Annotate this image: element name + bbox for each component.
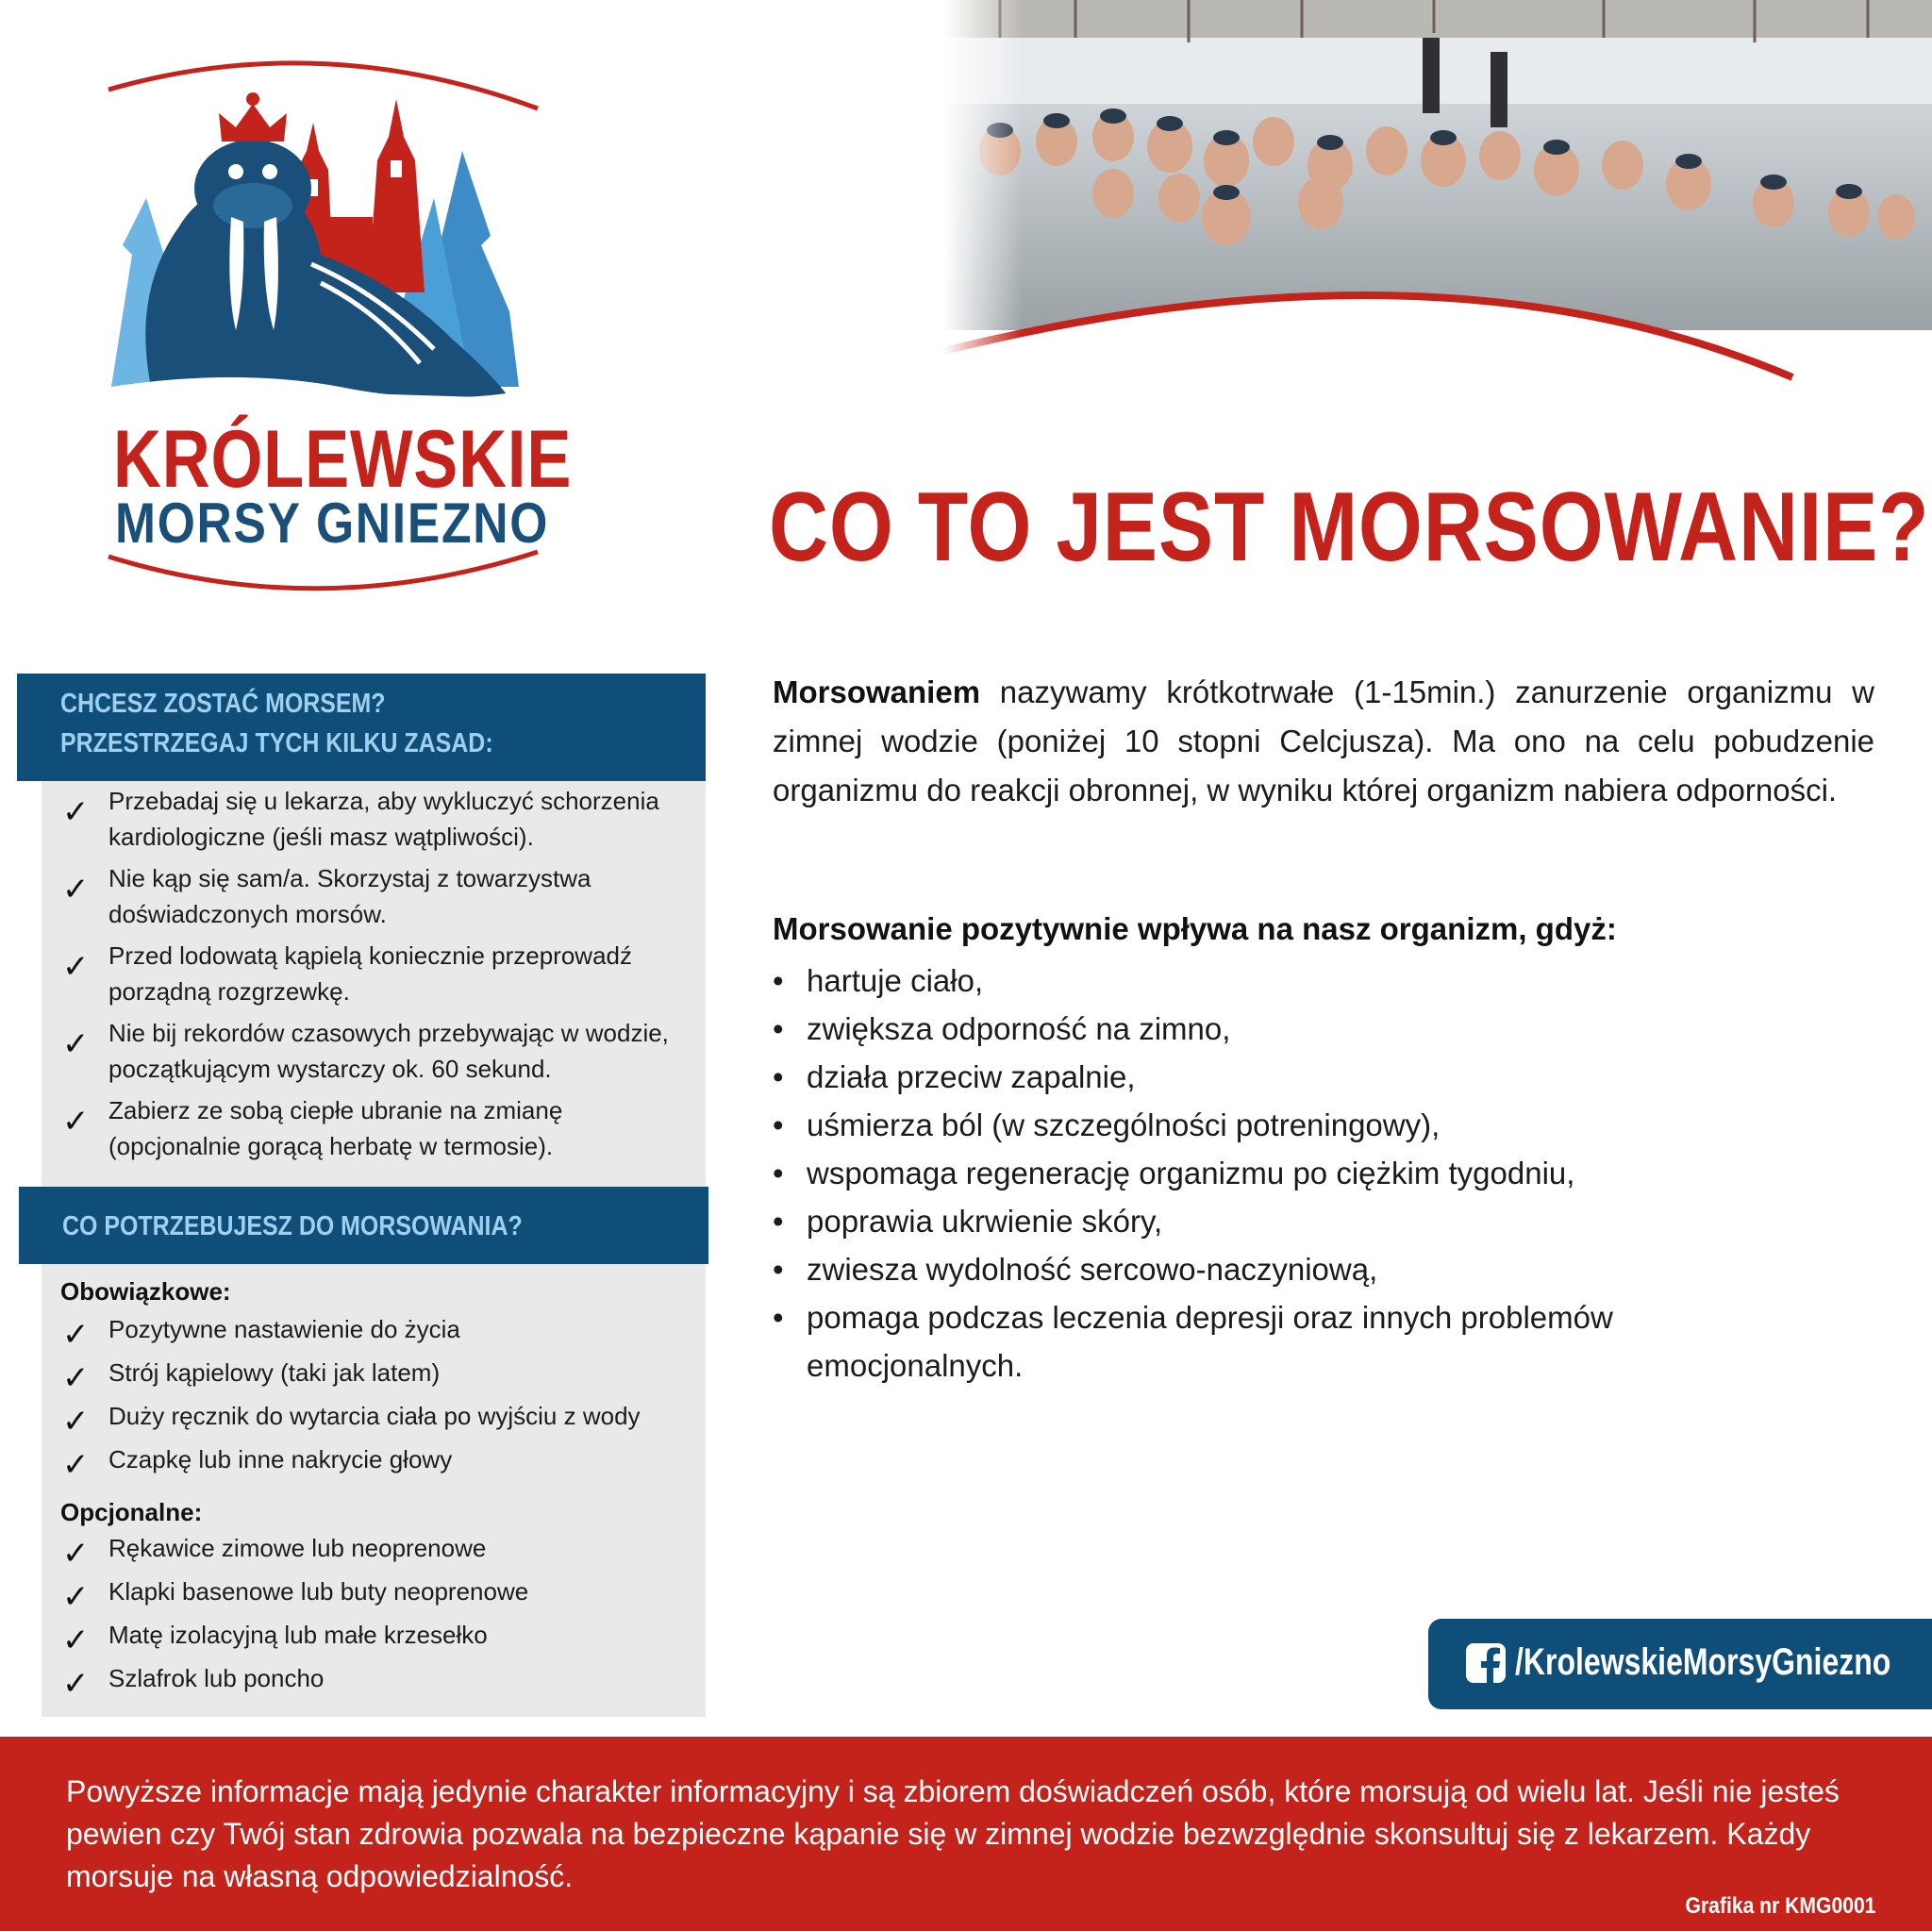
benefit-text: hartuje ciało,	[807, 963, 984, 998]
need-text: Matę izolacyjną lub małe krzesełko	[108, 1621, 488, 1649]
disclaimer-text: Powyższe informacje mają jedynie charakter informacyjny i są zbiorem doświadczeń osób, które morsują od wielu lat. Jeśli nie jesteś pewien czy Twój stan zdrowia pozwala na bezpieczne kąpanie się w zimnej wodzie bezwzględnie skonsultuj się z lekarzem. Każdy morsuje na własną odpowiedzialność.	[66, 1774, 1840, 1893]
checkmark-icon: ✓	[62, 872, 90, 907]
intro-bold-term: Morsowaniem	[773, 674, 981, 709]
logo-bottom-arc	[94, 538, 557, 613]
rule-text: Przebadaj się u lekarza, aby wykluczyć schorzenia kardiologiczne (jeśli masz wątpliwości).	[108, 787, 659, 851]
winter-swimmers-photo	[943, 0, 1932, 396]
mandatory-label: Obowiązkowe:	[60, 1277, 231, 1306]
benefit-text: wspomaga regenerację organizmu po ciężkim tygodniu,	[807, 1156, 1575, 1190]
need-text: Czapkę lub inne nakrycie głowy	[108, 1445, 453, 1473]
walrus-crown-emblem	[94, 47, 557, 406]
rules-header	[17, 674, 706, 781]
checkmark-icon: ✓	[62, 1104, 90, 1140]
benefits-heading: Morsowanie pozytywnie wpływa na nasz organizm, gdyż:	[773, 911, 1617, 946]
rule-text: Nie kąp się sam/a. Skorzystaj z towarzystwa doświadczonych morsów.	[108, 864, 591, 928]
benefits-list	[773, 957, 1810, 1390]
intro-text: nazywamy krótkotrwałe (1-15min.) zanurzenie organizmu w zimnej wodzie (poniżej 10 stopni Celcjusza). Ma ono na celu pobudzenie organizmu do reakcji obronnej, w wyniku której organizm nabiera odporności.	[773, 674, 1874, 807]
footer-disclaimer	[0, 1737, 1932, 1931]
checkmark-icon: ✓	[62, 1360, 90, 1396]
needs-header	[19, 1187, 708, 1264]
need-text: Klapki basenowe lub buty neoprenowe	[108, 1577, 529, 1606]
needs-list	[42, 1264, 706, 1717]
graphic-number: Grafika nr KMG0001	[1685, 1893, 1875, 1919]
rule-text: Przed lodowatą kąpielą koniecznie przeprowadź porządną rozgrzewkę.	[108, 941, 632, 1006]
bullet-icon: •	[773, 963, 784, 998]
list-item	[773, 1149, 1810, 1197]
facebook-handle[interactable]: /KrolewskieMorsyGniezno	[1515, 1641, 1891, 1683]
list-item	[773, 1005, 1810, 1053]
need-text: Pozytywne nastawienie do życia	[108, 1315, 460, 1343]
facebook-link[interactable]	[1428, 1619, 1932, 1709]
benefit-text: działa przeciw zapalnie,	[807, 1059, 1136, 1094]
list-item	[773, 1101, 1810, 1149]
logo-text-morsy-gniezno: MORSY GNIEZNO	[115, 491, 550, 555]
checkmark-icon: ✓	[62, 1666, 90, 1702]
bullet-icon: •	[773, 1204, 784, 1239]
optional-label: Opcjonalne:	[60, 1498, 203, 1526]
rule-text: Zabierz ze sobą ciepłe ubranie na zmianę (opcjonalnie gorącą herbatę w termosie).	[108, 1096, 563, 1160]
checkmark-icon: ✓	[62, 794, 90, 830]
needs-heading: CO POTRZEBUJESZ DO MORSOWANIA?	[62, 1211, 523, 1241]
logo-text-krolewskie: KRÓLEWSKIE	[113, 414, 573, 505]
list-item	[773, 1245, 1810, 1293]
bullet-icon: •	[773, 1059, 784, 1094]
bullet-icon: •	[773, 1300, 784, 1335]
bullet-icon: •	[773, 1252, 784, 1287]
list-item	[773, 1197, 1810, 1245]
rules-heading-line2: PRZESTRZEGAJ TYCH KILKU ZASAD:	[60, 728, 493, 758]
checkmark-icon: ✓	[62, 949, 90, 985]
checkmark-icon: ✓	[62, 1404, 90, 1440]
benefit-text: pomaga podczas leczenia depresji oraz innych problemów emocjonalnych.	[807, 1300, 1613, 1383]
checkmark-icon: ✓	[62, 1317, 90, 1353]
checkmark-icon: ✓	[62, 1623, 90, 1658]
checkmark-icon: ✓	[62, 1026, 90, 1062]
list-item	[773, 1293, 1712, 1390]
benefit-text: poprawia ukrwienie skóry,	[807, 1204, 1163, 1239]
checkmark-icon: ✓	[62, 1579, 90, 1615]
need-text: Rękawice zimowe lub neoprenowe	[108, 1534, 487, 1562]
facebook-icon	[1466, 1643, 1506, 1683]
need-text: Strój kąpielowy (taki jak latem)	[108, 1358, 441, 1387]
intro-paragraph	[773, 668, 1874, 815]
need-text: Szlafrok lub poncho	[108, 1664, 325, 1692]
need-text: Duży ręcznik do wytarcia ciała po wyjściu z wody	[108, 1402, 641, 1430]
page-title: CO TO JEST MORSOWANIE?	[769, 473, 1930, 582]
list-item	[773, 957, 1810, 1005]
bullet-icon: •	[773, 1011, 784, 1046]
benefit-text: zwiększa odporność na zimno,	[807, 1011, 1231, 1046]
checkmark-icon: ✓	[62, 1447, 90, 1483]
bullet-icon: •	[773, 1156, 784, 1190]
bullet-icon: •	[773, 1107, 784, 1142]
checkmark-icon: ✓	[62, 1536, 90, 1572]
benefit-text: uśmierza ból (w szczególności potreningowy),	[807, 1107, 1441, 1142]
rules-list	[42, 781, 706, 1187]
list-item	[773, 1053, 1810, 1101]
rules-heading-line1: CHCESZ ZOSTAĆ MORSEM?	[60, 689, 386, 719]
benefit-text: zwiesza wydolność sercowo-naczyniową,	[807, 1252, 1378, 1287]
club-logo	[94, 47, 573, 613]
rule-text: Nie bij rekordów czasowych przebywając w wodzie, początkującym wystarczy ok. 60 sekund.	[108, 1019, 669, 1083]
